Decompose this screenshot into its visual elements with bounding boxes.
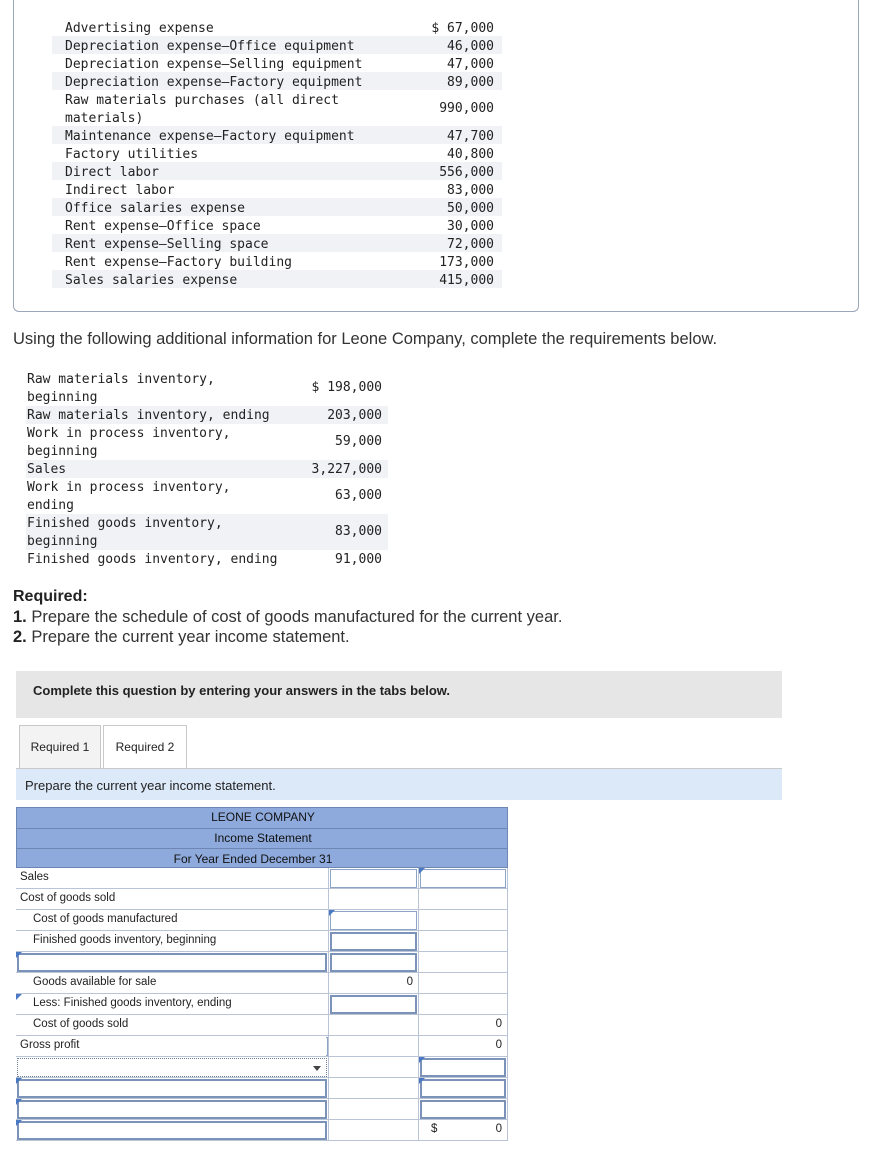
input-marker-icon: [16, 1078, 22, 1084]
amount-cell: [328, 952, 418, 973]
row-label-cell: [16, 952, 328, 973]
total-cell: [418, 868, 508, 889]
tab-required-2[interactable]: Required 2: [103, 725, 187, 769]
account-row: [52, 162, 502, 180]
account-row: [52, 18, 502, 36]
account-row: [52, 126, 502, 144]
account-row: [52, 198, 502, 216]
intro-text: Using the following additional information for Leone Company, complete the requirements below.: [13, 330, 718, 348]
required-item-number: 2.: [13, 628, 27, 646]
account-row: [52, 90, 502, 126]
row-label: Cost of goods sold: [33, 1018, 129, 1030]
info-value: $ 198,000: [311, 380, 382, 395]
info-row: [26, 478, 388, 514]
label-input[interactable]: [17, 1079, 327, 1098]
prompt-bar: [16, 769, 782, 800]
account-select-dropdown[interactable]: [17, 1058, 327, 1077]
info-value: 83,000: [335, 524, 382, 539]
row-label: Goods available for sale: [33, 976, 157, 988]
account-value: 556,000: [439, 165, 494, 180]
account-label: Factory utilities: [65, 147, 199, 162]
amount-cell: [328, 1036, 418, 1057]
total-input[interactable]: [420, 1079, 506, 1098]
label-input[interactable]: [17, 953, 327, 972]
table-row: [16, 868, 508, 889]
account-label: Rent expense—Factory building: [65, 255, 292, 270]
amount-cell: [328, 910, 418, 931]
prompt-text: Prepare the current year income statement.: [25, 778, 276, 793]
table-row: [16, 1120, 508, 1141]
row-label-cell: [16, 1078, 328, 1099]
info-label: Raw materials inventory, ending: [27, 408, 270, 423]
account-value: $ 67,000: [431, 21, 494, 36]
info-row: [26, 424, 388, 460]
amount-cell: [328, 889, 418, 910]
amount-input[interactable]: [330, 953, 417, 972]
account-row: [52, 72, 502, 90]
account-label: Depreciation expense—Factory equipment: [65, 75, 363, 90]
row-label: Cost of goods sold: [20, 892, 116, 904]
row-label: Cost of goods manufactured: [33, 913, 178, 925]
info-value: 63,000: [335, 488, 382, 503]
account-value: 47,700: [447, 129, 494, 144]
statement-title: Income Statement: [214, 831, 312, 845]
total-input[interactable]: [420, 1100, 506, 1119]
total-cell: [418, 1057, 508, 1078]
account-value: 990,000: [439, 101, 494, 116]
required-item-text: Prepare the current year income statement.: [26, 628, 350, 646]
account-label: Advertising expense: [65, 21, 214, 36]
account-row: [52, 270, 502, 288]
table-row: [16, 889, 508, 910]
table-row: [16, 931, 508, 952]
header-divider: [17, 828, 507, 829]
header-divider: [17, 848, 507, 849]
account-row: [52, 144, 502, 162]
required-item-1: [13, 608, 562, 627]
table-row: [16, 1057, 508, 1078]
info-label: Sales: [27, 462, 67, 477]
amount-cell: [328, 994, 418, 1015]
info-label: Work in process inventory, beginning: [27, 426, 231, 459]
input-marker-icon: [329, 910, 335, 916]
account-label: Rent expense—Office space: [65, 219, 261, 234]
account-label: Indirect labor: [65, 183, 175, 198]
table-row: [16, 910, 508, 931]
label-input[interactable]: [17, 1100, 327, 1119]
info-label: Work in process inventory, ending: [27, 480, 231, 513]
info-label: Raw materials inventory, beginning: [27, 372, 215, 405]
total-cell: [418, 973, 508, 994]
row-label: Finished goods inventory, beginning: [33, 934, 217, 946]
row-label-cell: [16, 1015, 328, 1036]
amount-cell: [328, 1015, 418, 1036]
row-label-cell: [16, 1057, 328, 1078]
amount-cell: [328, 1099, 418, 1120]
account-row: [52, 54, 502, 72]
account-label: Office salaries expense: [65, 201, 246, 216]
row-label-cell: [16, 994, 328, 1015]
total-cell: [418, 1015, 508, 1036]
account-label: Raw materials purchases (all direct materials): [65, 93, 339, 126]
total-input[interactable]: [420, 869, 506, 888]
total-cell: [418, 952, 508, 973]
table-row: [16, 1036, 508, 1057]
amount-cell: [328, 973, 418, 994]
input-marker-icon: [16, 952, 22, 958]
row-label-cell: [16, 1099, 328, 1120]
total-cell: [418, 1099, 508, 1120]
tab-required-1[interactable]: Required 1: [19, 725, 101, 768]
table-row: [16, 973, 508, 994]
row-label-cell: [16, 868, 328, 889]
total-cell: [418, 889, 508, 910]
account-label: Depreciation expense—Selling equipment: [65, 57, 363, 72]
info-row: [26, 370, 388, 406]
required-item-number: 1.: [13, 608, 27, 626]
account-label: Direct labor: [65, 165, 159, 180]
row-label-cell: [16, 910, 328, 931]
required-item-text: Prepare the schedule of cost of goods manufactured for the current year.: [26, 608, 563, 626]
account-row: [52, 252, 502, 270]
amount-cell: [328, 1057, 418, 1078]
info-row: [26, 406, 388, 424]
instruction-bar: [16, 671, 782, 718]
account-row: [52, 216, 502, 234]
table-row: [16, 952, 508, 973]
account-label: Sales salaries expense: [65, 273, 238, 288]
account-value: 30,000: [447, 219, 494, 234]
total-cell: [418, 931, 508, 952]
table-row: [16, 1015, 508, 1036]
account-row: [52, 180, 502, 198]
input-marker-icon: [16, 1099, 22, 1105]
input-marker-icon: [419, 1078, 425, 1084]
amount-input[interactable]: [330, 995, 417, 1014]
amount-cell: [328, 1078, 418, 1099]
info-row: [26, 514, 388, 550]
account-value: 50,000: [447, 201, 494, 216]
account-value: 72,000: [447, 237, 494, 252]
table-row: [16, 1078, 508, 1099]
info-row: [26, 550, 388, 568]
account-label: Rent expense—Selling space: [65, 237, 269, 252]
total-cell: [418, 994, 508, 1015]
statement-period: For Year Ended December 31: [173, 852, 333, 866]
amount-cell: [328, 868, 418, 889]
info-label: Finished goods inventory, beginning: [27, 516, 223, 549]
amount-cell: [328, 1120, 418, 1141]
account-value: 173,000: [439, 255, 494, 270]
total-cell: [418, 910, 508, 931]
account-value: 40,800: [447, 147, 494, 162]
account-row: [52, 36, 502, 54]
row-label: Less: Finished goods inventory, ending: [33, 997, 232, 1009]
input-marker-icon: [16, 1120, 22, 1126]
info-value: 91,000: [335, 552, 382, 567]
row-label-cell: [16, 973, 328, 994]
required-item-2: [13, 628, 350, 647]
amount-input[interactable]: [330, 932, 417, 951]
cogs-total-value: 0: [495, 1018, 502, 1030]
amount-input[interactable]: [330, 869, 417, 888]
account-label: Maintenance expense—Factory equipment: [65, 129, 355, 144]
account-value: 46,000: [447, 39, 494, 54]
amount-input[interactable]: [330, 911, 417, 930]
net-total-value: 0: [495, 1123, 502, 1135]
table-row: [16, 994, 508, 1015]
info-value: 203,000: [327, 408, 382, 423]
currency-symbol: $: [431, 1123, 438, 1135]
total-cell: [418, 1078, 508, 1099]
account-value: 89,000: [447, 75, 494, 90]
row-label-cell: [16, 1120, 328, 1141]
info-value: 3,227,000: [311, 462, 382, 477]
account-value: 47,000: [447, 57, 494, 72]
company-name: LEONE COMPANY: [211, 810, 315, 824]
account-value: 415,000: [439, 273, 494, 288]
info-label: Finished goods inventory, ending: [27, 552, 278, 567]
table-row: [16, 1099, 508, 1120]
goods-available-value: 0: [406, 976, 413, 988]
account-value: 83,000: [447, 183, 494, 198]
total-input[interactable]: [420, 1058, 506, 1077]
income-statement-worksheet: [16, 807, 508, 1145]
amount-cell: [328, 931, 418, 952]
row-label-cell: [16, 889, 328, 910]
input-marker-icon: [419, 1057, 425, 1063]
row-label-cell: [16, 1036, 328, 1057]
row-label: Gross profit: [20, 1039, 80, 1051]
input-marker-icon: [419, 868, 425, 874]
label-input[interactable]: [17, 1121, 327, 1140]
gross-profit-value: 0: [495, 1039, 502, 1051]
statement-header: [16, 807, 508, 868]
instruction-text: Complete this question by entering your answers in the tabs below.: [33, 683, 451, 698]
total-cell: [418, 1120, 508, 1141]
row-label: Sales: [20, 871, 49, 883]
total-cell: [418, 1036, 508, 1057]
chevron-down-icon: [313, 1066, 321, 1071]
info-value: 59,000: [335, 434, 382, 449]
required-title: Required:: [13, 588, 88, 605]
account-row: [52, 234, 502, 252]
input-marker-icon: [16, 994, 22, 1000]
account-label: Depreciation expense—Office equipment: [65, 39, 355, 54]
row-label-cell: [16, 931, 328, 952]
info-row: [26, 460, 388, 478]
